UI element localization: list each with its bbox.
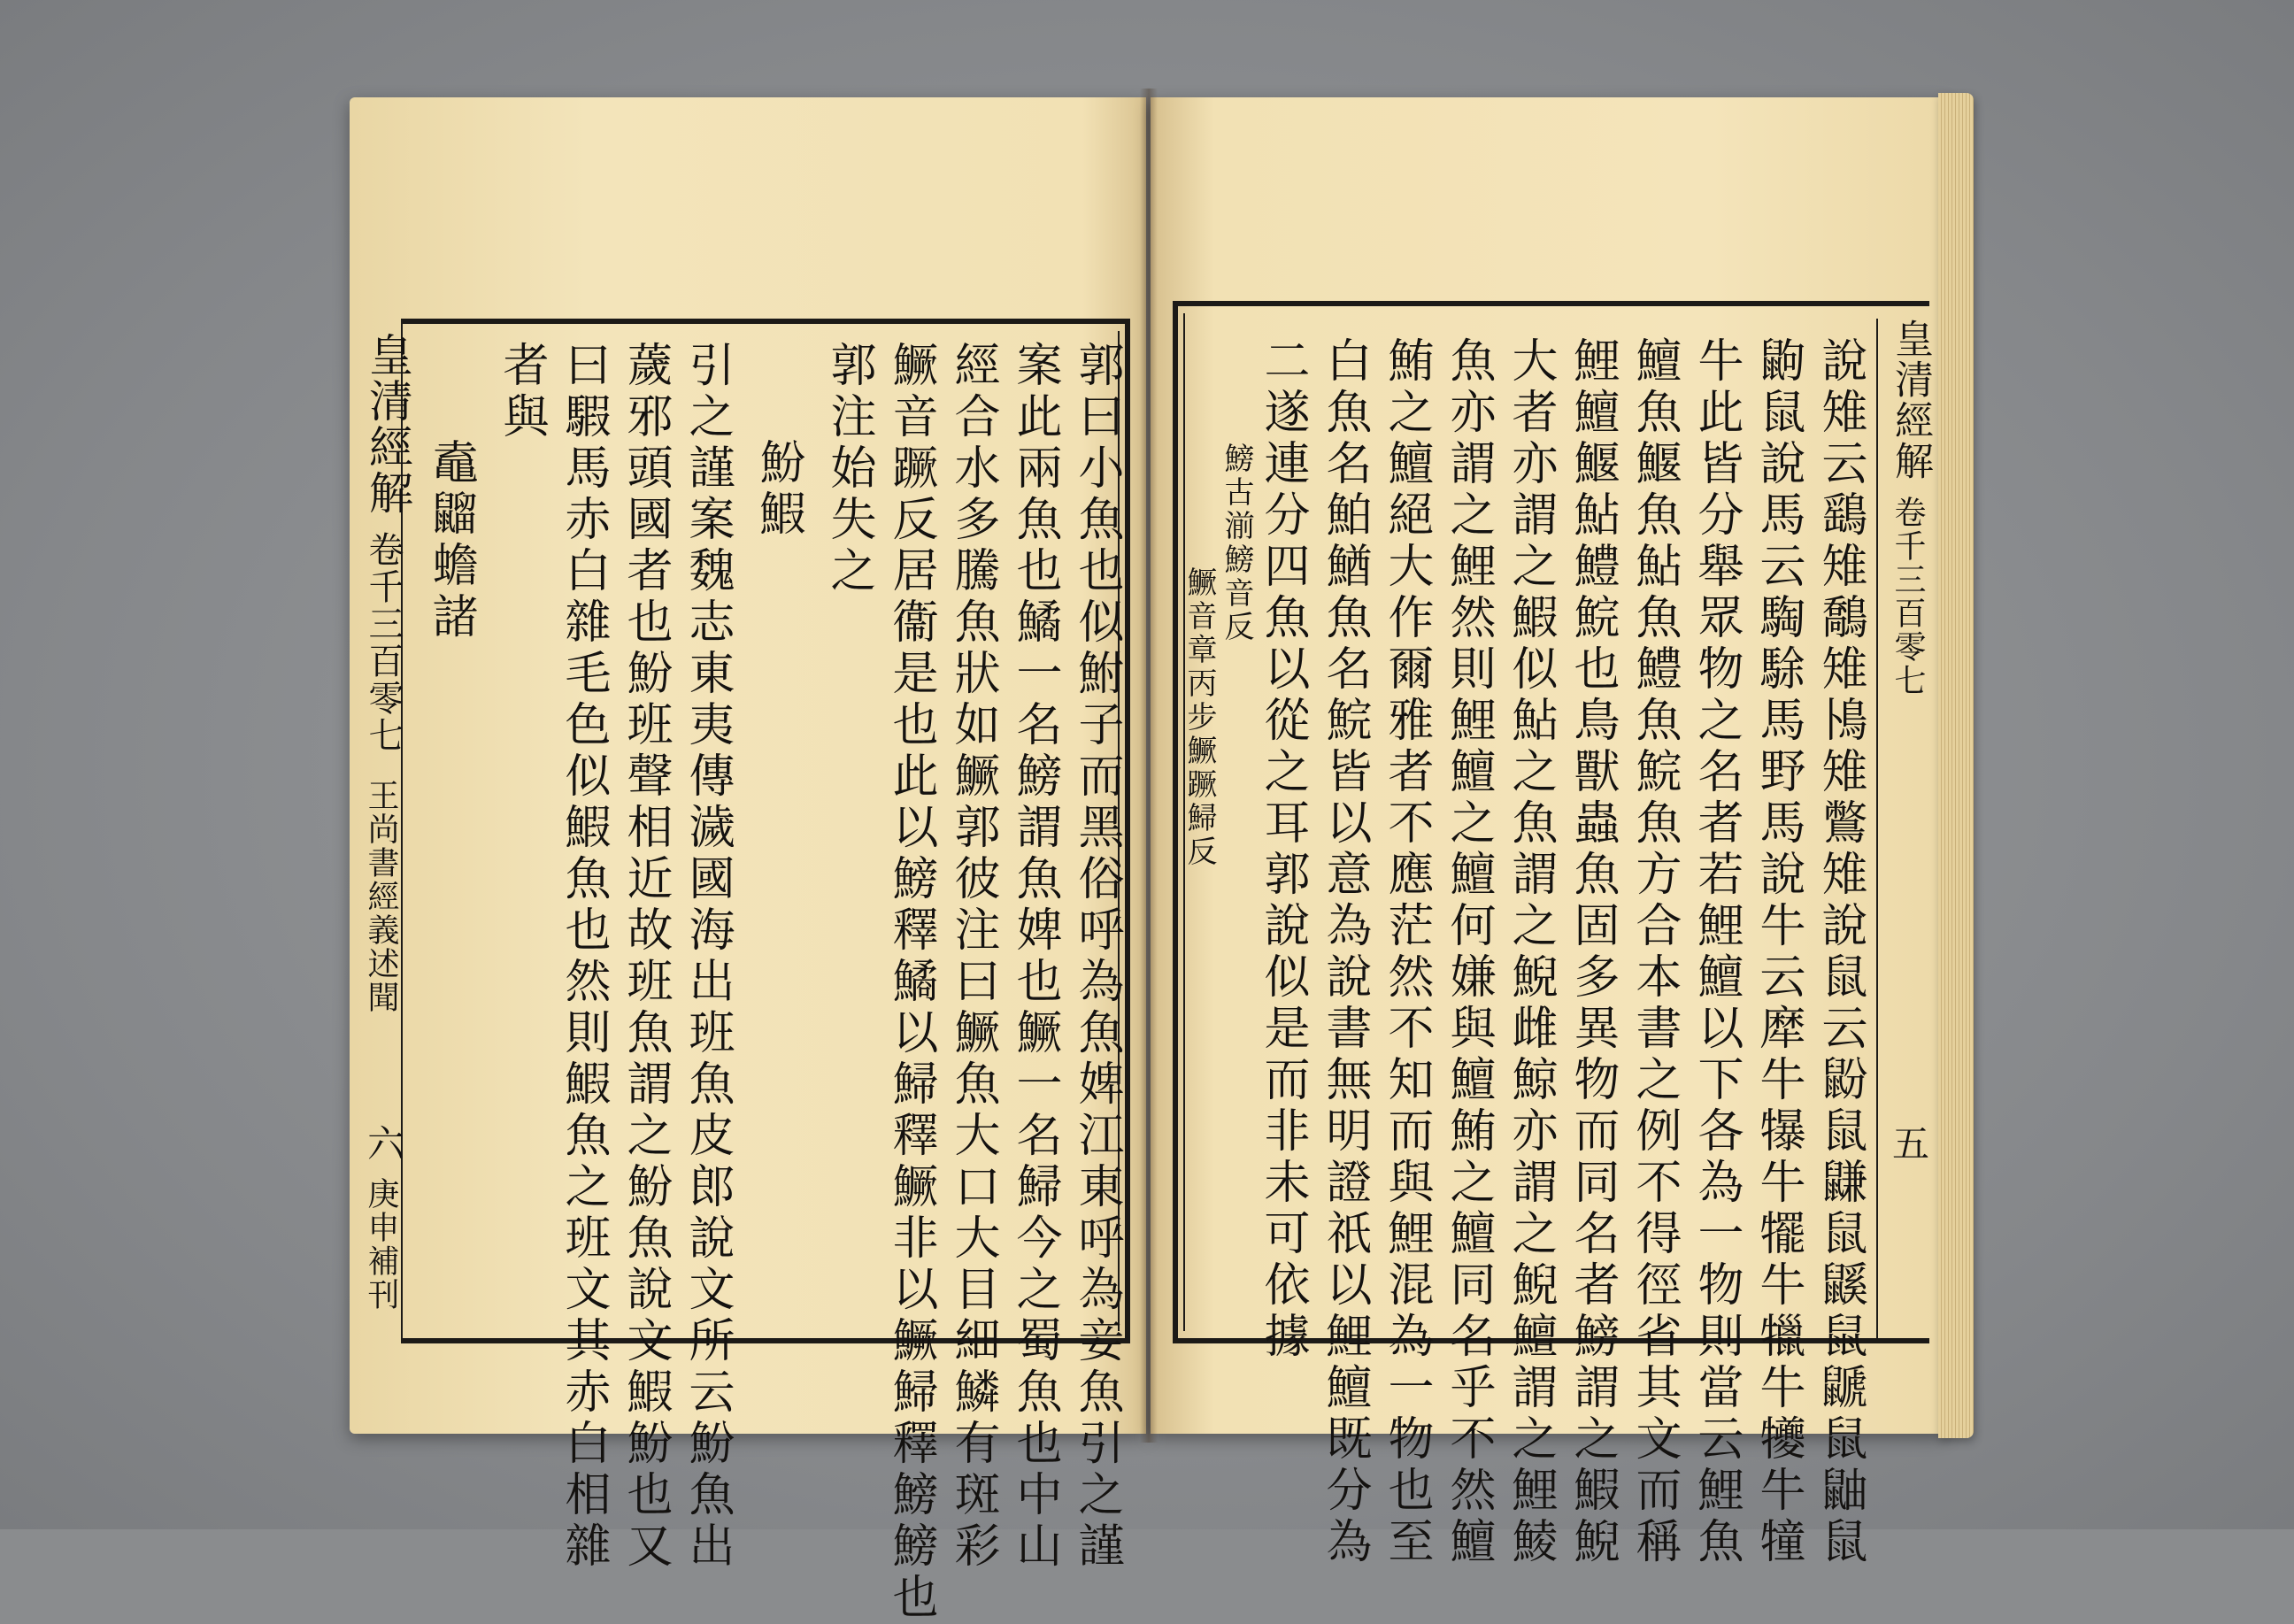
page-edges	[1938, 93, 1974, 1438]
right-column-1: 說雉云鷂雉鷮雉鳪雉鷩雉說鼠云鼢鼠鼸鼠鼷鼠鼶鼠鼬鼠	[1813, 336, 1867, 1568]
left-column-1: 郭曰小魚也似鮒子而黑俗呼為魚婢江東呼為妾魚引之謹	[1070, 341, 1123, 1573]
left-column-5: 郭注始失之	[822, 341, 875, 597]
left-column-2: 案此兩魚也鱊一名鰟謂魚婢也鱖一名鯞今之蜀魚也中山	[1008, 341, 1061, 1573]
left-banner-volume: 卷千三百零七	[363, 531, 404, 754]
left-heading-2: 鼁䶉蟾諸	[424, 438, 477, 643]
right-column-2: 鼩鼠說馬云騊駼馬野馬說牛云犘牛犦牛犤牛犣牛犪牛犝	[1751, 336, 1805, 1568]
right-banner-title: 皇清經解	[1888, 319, 1933, 481]
left-banner-folio: 六	[362, 1124, 405, 1163]
right-note-column-2: 鱖音章丙步鱖蹶鯞反	[1182, 566, 1217, 869]
left-banner-edition: 庚申補刊	[363, 1177, 399, 1312]
left-column-8: 曰騢馬赤白雜毛色似鰕魚也然則鰕魚之班文其赤白相雜	[557, 341, 610, 1573]
left-column-7: 薉邪頭國者也魵班聲相近故班魚謂之魵魚說文鰕魵也又	[619, 341, 672, 1573]
right-column-5: 鯉鱣鰋鮎鱧鯇也鳥獸蟲魚固多異物而同名者鰟謂之鰕鯢	[1566, 336, 1619, 1568]
right-column-9: 白魚名鮊鰌魚名鯇皆以意為說書無明證祇以鯉鱣既分為	[1318, 336, 1371, 1568]
right-column-3: 牛此皆分舉眾物之名者若鯉鱣以下各為一物則當云鯉魚	[1690, 336, 1743, 1568]
right-column-8: 鮪之鱣絕大作爾雅者不應茫然不知而與鯉混為一物也至	[1380, 336, 1433, 1568]
right-column-6: 大者亦謂之鰕似鮎之魚謂之鯢雌鯨亦謂之鯢鱣謂之鯉鯪	[1504, 336, 1557, 1568]
left-column-6: 引之謹案魏志東夷傳濊國海出班魚皮郎說文所云魵魚出	[681, 341, 734, 1573]
right-banner-volume: 卷千三百零七	[1890, 496, 1926, 697]
left-banner-work: 王尚書經義述聞	[363, 779, 399, 1014]
book-gutter	[1140, 89, 1158, 1443]
left-column-3: 經合水多騰魚狀如鱖郭彼注曰鱖魚大口大目細鱗有斑彩	[946, 341, 999, 1573]
right-note-column-1: 鰟古湔鰟音反	[1219, 443, 1254, 644]
left-column-4: 鱖音蹶反居衞是也此以鰟釋鱊以鯞釋鱖非以鱖鯞釋鰟鰟也	[884, 341, 937, 1624]
right-column-4: 鱣魚鰋魚鮎魚鱧魚鯇魚方合本書之例不得徑省其文而稱	[1628, 336, 1681, 1568]
left-column-9: 者與	[495, 341, 548, 443]
left-banner-title: 皇清經解	[362, 332, 413, 516]
right-banner-folio: 五	[1887, 1124, 1930, 1163]
right-column-7: 魚亦謂之鯉然則鯉鱣之鱣何嫌與鱣鮪之鱣同名乎不然鱣	[1442, 336, 1495, 1568]
left-heading-1: 魵鰕	[751, 438, 804, 541]
right-column-10: 二遂連分四魚以從之耳郭說似是而非未可依據	[1256, 336, 1309, 1363]
